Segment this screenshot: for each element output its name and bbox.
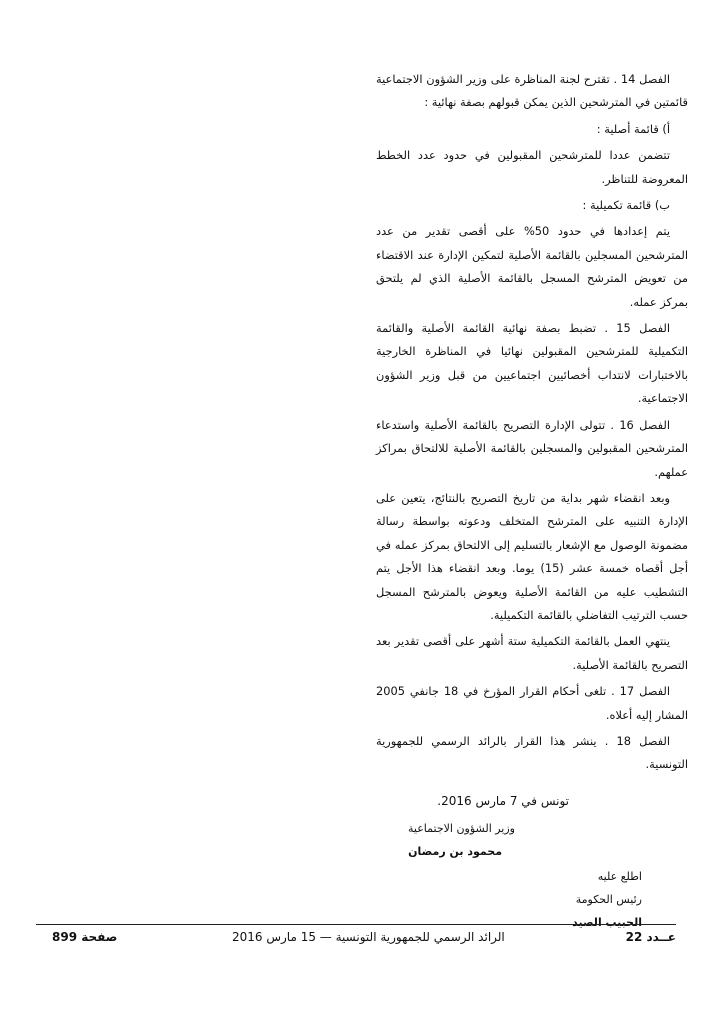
pm-title: رئيس الحكومة: [575, 893, 642, 906]
minister-name: محمود بن رمضان: [408, 845, 502, 858]
place-date: تونس في 7 مارس 2016.: [437, 794, 569, 808]
article-column: [376, 68, 688, 780]
footer-divider: [36, 924, 676, 925]
seen-by-label: اطلع عليه: [597, 870, 642, 883]
page-number: صفحة 899: [52, 930, 118, 944]
original-list-text: تتضمن عددا للمترشحين المقبولين في حدود عدد الخطط المعروضة للتناظر.: [376, 148, 688, 186]
article-16-text: الفصل 16 . تتولى الإدارة التصريح بالقائمة الأصلية واستدعاء المترشحين المقبولين والمسجلين بالقائمة الأصلية للالتحاق بمراكز عملهم.: [376, 417, 688, 479]
issue-number: عــدد 22: [625, 930, 676, 944]
original-list-heading: أ) قائمة أصلية :: [596, 121, 670, 136]
article-16-continuation: وبعد انقضاء شهر بداية من تاريخ التصريح بالنتائج، يتعين على الإدارة التنبيه على المترشح المتخلف ودعوته بواسطة رسالة مضمونة الوصول مع الإشعار بالتسليم إلى الالتحاق بمركز عمله في أجل أقصاه خمسة عشر (15) يوما. وبعد انقضاء هذا الأجل يتم التشطيب عليه من القائمة الأصلية ويعوض بالمترشح المسجل حسب الترتيب التفاضلي بالقائمة التكميلية.: [376, 490, 689, 622]
supplementary-list-text: يتم إعدادها في حدود 50% على أقصى تقدير من عدد المترشحين المسجلين بالقائمة الأصلية لتمكين الإدارة عند الاقتضاء من تعويض المترشح المسجل بالقائمة الأصلية الذي لم يلتحق بمركز عمله.: [376, 224, 688, 309]
supplementary-list-heading: ب) قائمة تكميلية :: [582, 198, 670, 213]
article-17-text: الفصل 17 . تلغى أحكام القرار المؤرخ في 18 جانفي 2005 المشار إليه أعلاه.: [376, 684, 688, 722]
journal-title: الرائد الرسمي للجمهورية التونسية — 15 مارس 2016: [232, 930, 505, 944]
pm-name: الحبيب الصيد: [572, 916, 642, 929]
article-18-text: الفصل 18 . ينشر هذا القرار بالرائد الرسمي للجمهورية التونسية.: [376, 733, 688, 772]
supplementary-list-expiry: ينتهي العمل بالقائمة التكميلية ستة أشهر على أقصى تقدير بعد التصريح بالقائمة الأصلية.: [376, 634, 688, 672]
minister-title: وزير الشؤون الاجتماعية: [408, 822, 515, 835]
article-14-text: الفصل 14 . تقترح لجنة المناظرة على وزير الشؤون الاجتماعية قائمتين في المترشحين الذين يمكن قبولهم بصفة نهائية :: [376, 72, 688, 110]
article-15-text: الفصل 15 . تضبط بصفة نهائية القائمة الأصلية والقائمة التكميلية للمترشحين المقبولين نهائيا في المناظرة الخارجية بالاختبارات لانتداب أخصائيين اجتماعيين من قبل وزير الشؤون الاجتماعية.: [376, 321, 688, 406]
